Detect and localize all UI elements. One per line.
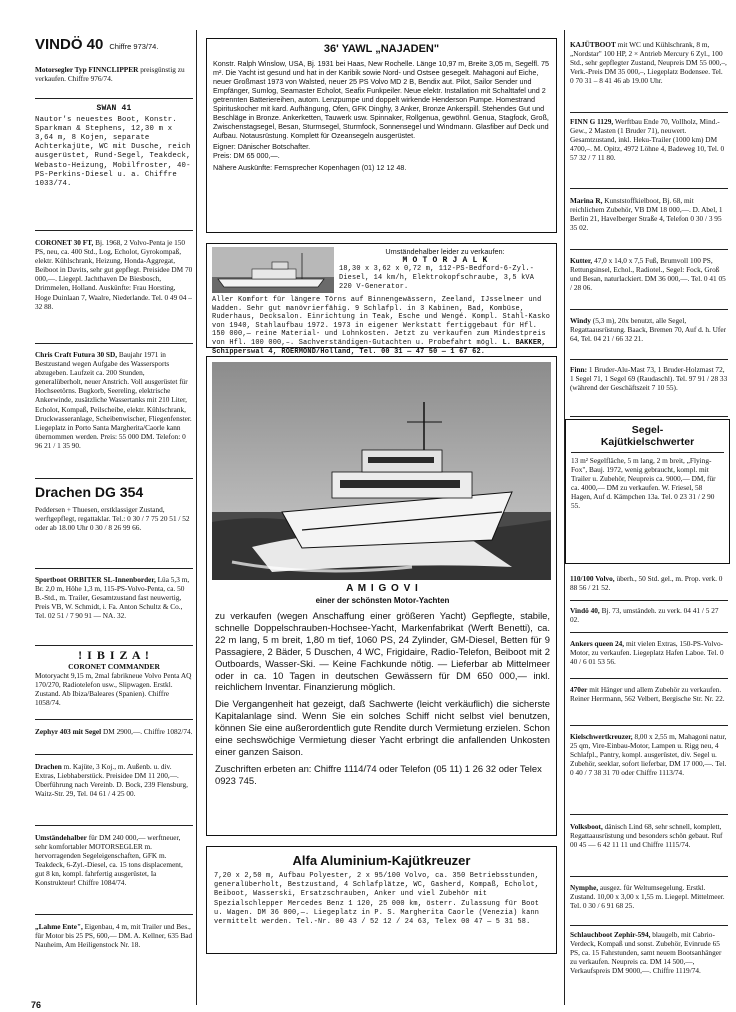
- divider: [35, 719, 193, 720]
- divider: [35, 825, 193, 826]
- ad-title: M O T O R J A L K: [402, 256, 488, 266]
- ad-body-2: Die Vergangenheit hat gezeigt, daß Sachwerte (leicht verkäuflich) die sicherste Kapitalanlage sind. Wenn Sie ein solches Schiff nicht selbst viel benutzen, können Sie eine außerordentlich gute Rendite durch Vermietung erzielen. Schon eine sechswöchige Vermietung dieser Yacht erbringt die anfallenden Unkosten einer ganzen Saison.: [215, 698, 550, 757]
- divider: [570, 925, 728, 926]
- divider: [570, 725, 728, 726]
- ad-body: Lüa 5,3 m, Br. 2,0 m, Höhe 1,3 m, 115-PS-Volvo-Penta, ca. 50 B.-Std., m. Trailer, Gesamtzustand fast neuwertig, Preis VB, W. Schmidt, i. Fa. Anton Schultz & Co., Tel. 02 51 / 7 90 91 — NA. 32.: [35, 575, 190, 621]
- ad-finn: [570, 365, 728, 413]
- divider: [570, 876, 728, 877]
- ad-alfa: [206, 846, 557, 954]
- ad-body: blaugelb, mit Cabrio-Verdeck, Kompaß und sonst. Zubehör, Evinrude 65 PS, ca. 15 Fahrstunden, samt neuem Bootsanhänger zu verkaufen. Neupreis ca. DM 14 500,—, Verkaufspreis DM 9000,—. Chiffre 1119/74.: [570, 930, 722, 976]
- ad-price: Preis: DM 65 000,—.: [213, 151, 280, 160]
- ad-body: Aller Komfort für längere Törns auf Binnengewässern, Zeeland, IJsselmeer und Wadden. Sehr gut manövrierfähig. 9 Schlafpl. in 3 Kabinen, Bad, Kombüse, Ruderhaus, Decksalon. Einrichtung in Teak, Esche und Wengé. Kompl. Stahl-Kasko von 1940, Stahlaufbau 1972. 1973 in eigener Werkstatt fertiggebaut für Hfl. 150 000,— reine Material- und Lohnkosten. Jetzt zu verkaufen zum Mindestpreis von Hfl. 100 000,–. Sachverständigen-Gutachten u. Probefahrt mögl. L. BAKKER, Schipperswal 4, ROERMOND/Holland, Tel. 00 31 — 47 50 — 1 67 62.: [212, 296, 551, 356]
- divider: [35, 754, 193, 755]
- ad-body: Kunststoffkielboot, Bj. 68, mit reichlichem Zubehör, VB DM 18 000,—. D. Abel, 1 Berlin 21, Havelberger Straße 4, Telefon 0 30 / 3 95 35 02.: [570, 196, 723, 233]
- ad-body: 47,0 x 14,0 x 7,5 Fuß, Brumvoll 100 PS, Rettungsinsel, Echol., Radiotel., Segel: Fock, Groß und Besan, naturlackiert. DM 36 000,—. Tel. 0 41 05 / 28 06.: [570, 256, 726, 293]
- ad-contact: Zuschriften erbeten an: Chiffre 1114/74 oder Telefon (05 11) 1 26 32 oder Telex 0923 745.: [215, 762, 542, 786]
- divider: [570, 416, 728, 417]
- ad-body: Nautor's neuestes Boot, Konstr. Sparkman & Stephens, 12,30 m x 3,64 m, 8 Kojen, separate Achterkajüte, WC mit Dusche, reich ausgerüstet, Rund-Segel, Teakdeck, Webasto-Heizung, Mobilfroster, 40-PS-Perkins-Diesel u. a. Chiffre 1033/74.: [35, 116, 191, 188]
- ad-body: Bj. 73, umständeh. zu verk. 04 41 / 5 27 02.: [570, 606, 719, 625]
- ad-lead: Ankers queen 24,: [570, 639, 625, 648]
- ad-najaden: [206, 38, 557, 233]
- divider: [570, 359, 728, 360]
- ad-windy: [570, 316, 728, 356]
- divider: [570, 112, 728, 113]
- ad-lead: Vindö 40,: [570, 606, 600, 615]
- ad-body: Bj. 1968, 2 Volvo-Penta je 150 PS, neu, ca. 400 Std., Log, Echolot, Gyrokompaß, elektr. Kühlschrank, Heizung, Honda-Aggregat, Beiboot in Davits, sehr gut gepflegt. Preisidee DM 70 000,—. Liegepl. Jachthaven De Biesbosch, Drimmelen, Holland. Auskünfte: Frau Horsting, Hoge Duinlaan 7, Waalre, Niederlande. Tel. 0 49 04 – 32 88.: [35, 238, 193, 311]
- ad-swan41: [35, 104, 193, 226]
- ad-body: dänisch Lind 68, sehr schnell, komplett, Regattaausrüstung und besonders schön gebaut. Ruf 00 45 — 6 42 11 11 und Chiffre 1115/74.: [570, 822, 723, 850]
- ad-body: 7,20 x 2,50 m, Aufbau Polyester, 2 x 95/100 Volvo, ca. 350 Betriebsstunden, generalüberholt, Bestzustand, 4 Schlafplätze, WC, Gasherd, Kompaß, Echolot, Beiboot, Wasserski, Ersatzschrauben, Anker und viel Zubehör mit Spezialschlepper Mercedes Benz 1 120, 25 000 km, österr. Zulassung für Boot u. Wagen. DM 36 000,—. Liegeplatz in P. S. Margherita Caorle (Venezia) kann vermittelt werden. Tel.-Nr. 00 43 / 52 12 / 24 63, Telex 00 47 — 5 31 58.: [214, 872, 540, 927]
- ad-470er: [570, 685, 728, 721]
- ad-lead: Schlauchboot Zephir-594,: [570, 930, 651, 939]
- ad-body: 8,00 x 2,55 m, Mahagoni natur, 25 qm, Vire-Einbau-Motor, Lampen u. Rigg neu, 4 Schlafpl., Pantry, kompl. ausgerüstet, div. Segel u. Zubehör, seeklar, sofort lieferbar, DM 17 000,—. Tel. 0 40 / 7 38 31 70 oder Chiffre 1113/74.: [570, 732, 727, 778]
- ad-vindo40: [570, 606, 728, 628]
- divider: [570, 678, 728, 679]
- ad-body: Motoryacht 9,15 m, 2mal fabrikneue Volvo Penta AQ 170/270, Radiotelefon usw., Slipwagen. Erstkl. Zustand. Ab Ibiza/Baleares (Spanien). Chiffre 1058/74.: [35, 671, 192, 708]
- ad-title: 36' YAWL „NAJADEN": [323, 43, 440, 55]
- ad-lead: Chris Craft Futura 30 SD,: [35, 350, 118, 359]
- ad-body: Peddersen + Thuesen, erstklassiger Zustand, werftgepflegt, regattaklar. Tel.: 0 30 / 7 75 20 51 / 52 oder ab 18.00 Uhr 0 30 / 8 26 99 66.: [35, 505, 190, 533]
- ad-lead: Umständehalber: [35, 833, 87, 842]
- divider: [570, 814, 728, 815]
- divider: [35, 914, 193, 915]
- ad-orbiter: [35, 575, 193, 641]
- ad-body: Konstr. Ralph Winslow, USA, Bj. 1931 bei Haas, New Rochelle. Länge 10,97 m, Breite 3,05 m, Segelfl. 75 m². Die Yacht ist gesund und hat in der Karibik sowie Nord- und Ostsee gesegelt. Mahagoni auf Eiche, neuer Großmast 1973 von Walsted, neuer 25 PS Volvo MD 2 B, Bendix aut. Pilot, Sailor Sender und Empfänger, Sumlog, Seamaster Echolot, Seafix Funkpeiler. Neue elektr. Installation mit Schalttafel und 2 getrennten Batteriereihen, autom. Lenzpumpe und doppelt wirkende Henderson Pumpe. Homestrand Spirituskocher mit kard. Aufhängung, Ofen, GFK Dinghy, 3 Anker, Bronze Ankerspill. Stehendes Gut und Beschläge in Bronze. Ankerketten, Tauwerk usw. Spinnaker, Rollgenua, gewöhnl. Genua, Stagfock, Groß, Zwischenstagsegel, Besan, Sturmsegel, Sturmfock, Sonnensegel und Windmann. Glasfiber auf Deck und Aufbau. Notausrüstung. Komplett für Ozeansegeln ausgerüstet.: [213, 59, 549, 140]
- divider: [35, 98, 193, 99]
- ad-body: m. Kajüte, 3 Koj., m. Außenb. u. div. Extras, Liebhaberstück. Preisidee DM 11 200,—. Überführung nach Vereinb. D. Bock, 239 Flensburg, Waitz-Str. 29, Tel. 04 61 / 4 25 00.: [35, 762, 188, 799]
- ad-chriscraft: [35, 350, 193, 474]
- divider: [35, 230, 193, 231]
- ad-umstaende: [35, 833, 193, 907]
- header-brand: VINDÖ 40: [35, 36, 104, 53]
- ad-drachen2: [35, 762, 193, 818]
- ad-contact: L. BAKKER, Schipperswal 4, ROERMOND/Holland, Tel. 00 31 — 47 50 — 1 67 62.: [212, 338, 546, 356]
- header-chiffre: Chiffre 973/74.: [109, 42, 159, 51]
- ad-ankers: [570, 639, 728, 675]
- divider: [570, 188, 728, 189]
- ad-zephyr403: [35, 727, 193, 747]
- ad-volksboot: [570, 822, 728, 872]
- ad-body: zu verkaufen (wegen Anschaffung einer größeren Yacht) Gepflegte, stabile, schnelle Doppelschrauben-Hochsee-Yacht, Markenfabrikat (Werft Benetti), ca. 22 m lang, 5 m breit, 1,80 m tief, 1060 PS, 24 Zylinder, GM-Diesel, Betten für 9 Passagiere, 2 Bäder, 5 Duschen, 4 WC, Frigidaire, Radio-Telefon, Beiboot mit 2 Outboards, Wasser-Ski. — Keine Fachkunde nötig. — Lieferbar ab Mittelmeer oder in ca. 10 Tagen in deutschen Gewässern für DM 650 000,— inkl. reichlichem Inventar. Finanzierung möglich.: [215, 610, 550, 693]
- ad-spec: 18,30 x 3,62 x 0,72 m, 112-PS-Bedford-6-Zyl.-Diesel, 14 km/h, Elektrokopfschraube, 3,5 kVA 220 V-Generator.: [339, 265, 535, 292]
- ad-subtitle: einer der schönsten Motor-Yachten: [315, 596, 450, 605]
- divider: [35, 568, 193, 569]
- ad-intro: Umständehalber leider zu verkaufen:: [385, 247, 505, 256]
- ad-finng: [570, 117, 728, 183]
- ad-lead: Marina R,: [570, 196, 603, 205]
- ad-lead: 110/100 Volvo,: [570, 574, 615, 583]
- motorjalk-photo: [212, 247, 334, 293]
- ad-lead: Kutter,: [570, 256, 593, 265]
- ad-segel: [565, 419, 730, 564]
- ad-body: für DM 240 000,— werftneuer, sehr komfortabler MOTORSEGLER m. hervorragenden Segeleigenschaften, GFK m. Teakdeck, 6-Zyl.-Diesel, ca. 15 tons displacement, gut 8 kn, kompl. fahrfertig ausgerüstet, Ia Konstrukteur! Chiffre 1084/74.: [35, 833, 183, 888]
- divider: [570, 600, 728, 601]
- ad-title: Drachen DG 354: [35, 484, 144, 500]
- ad-lead: Finn:: [570, 365, 588, 374]
- ad-motorjalk: [206, 243, 557, 356]
- ad-title-2: Kajütkielschwerter: [600, 436, 695, 448]
- ad-contact: Nähere Auskünfte: Fernsprecher Kopenhagen (01) 12 12 48.: [213, 163, 407, 172]
- ad-body: Baujahr 1971 in Bestzustand wegen Aufgabe des Wassersports abzugeben. Laufzeit ca. 200 Stunden, generalüberholt, neuer Anstrich. Voll ausgerüstet für Hochseetörns. Bugkorb, Seereling, elektrische Ankerwinde, zusätzliche Wassertanks mit 210 Liter, Echolot, Kompaß, Peilscheibe, elektr. Kühlschrank, Druckwasseranlage, Scheibenwischer, Fliegenfenster. Liegeplatz in Porto Santa Margherita/Caorle kann übernommen werden. Preis: 55 000 DM. Telefon: 0 96 21 / 1 35 90.: [35, 350, 192, 450]
- ad-title: Alfa Aluminium-Kajütkreuzer: [292, 853, 471, 868]
- ad-coronet30: [35, 238, 193, 338]
- divider: [35, 343, 193, 344]
- ad-body: Werftbau Ende 70, Vollholz, Mind.-Gew., 2 Masten (1 Bruder 71), neuwert. Gesamtzustand, inkl. Heku-Trailer (1000 km) DM 4700,–. M. Opitz, 4972 Löhne 4, Badeweg 10, Tel. 0 57 32 / 7 11 80.: [570, 117, 725, 163]
- divider: [35, 478, 193, 479]
- ad-lead: Sportboot ORBITER SL-Innenborder,: [35, 575, 156, 584]
- ad-body: 1 Bruder-Alu-Mast 73, 1 Bruder-Holzmast 72, 1 Segel 71, 1 Segel 69 (Raudaschl). Tel. 97 91 / 28 33 (während der Geschäftszeit 7 10 55).: [570, 365, 728, 393]
- divider: [570, 632, 728, 633]
- ad-amigo-vi: [206, 356, 557, 836]
- divider: [570, 309, 728, 310]
- ad-kielschwert: [570, 732, 728, 810]
- page-number: 76: [31, 1000, 42, 1010]
- ad-title: ! I B I Z A !: [78, 648, 150, 662]
- ad-lead: Nymphe,: [570, 883, 599, 892]
- ad-lead: Windy: [570, 316, 591, 325]
- divider: [35, 645, 193, 646]
- ad-lead: „Lahme Ente",: [35, 922, 83, 931]
- yacht-photo: [212, 362, 551, 580]
- ad-schlauchboot: [570, 930, 728, 1002]
- ad-body: preisgünstig zu verkaufen. Chiffre 976/74.: [35, 65, 185, 84]
- ad-body: 13 m² Segelfläche, 5 m lang, 2 m breit, „Flying-Fox", Bauj. 1972, wenig gebraucht, kompl. mit Trailer u. Zubehör, Neupreis ca. 9000,— DM, für ca. 4000,— DM zu verkaufen. W. Friesel, 58 Hagen, Auf d. Kämpchen 13a. Tel. 0 23 31 / 2 90 55.: [571, 456, 716, 511]
- ad-lead: Zephyr 403 mit Segel: [35, 727, 102, 736]
- ad-body: (5,3 m), 20x benutzt, alle Segel, Regattaausrüstung. Baack, Bremen 70, Auf d. h. Ufer 64, Tel. 04 21 / 66 32 21.: [570, 316, 727, 344]
- ad-nymphe: [570, 883, 728, 923]
- ad-body: überh., 50 Std. gel., m. Prop. verk. 0 88 56 / 21 52.: [570, 574, 723, 593]
- ad-lead: Kielschwertkreuzer,: [570, 732, 633, 741]
- ad-body: ausgez. für Weltumsegelung. Erstkl. Zustand. 10,00 x 3,00 x 1,55 m. Liegepl. Mittelmeer. Tel. 0 30 / 6 91 68 25.: [570, 883, 725, 911]
- ad-body: DM 2900,—. Chiffre 1082/74.: [102, 727, 193, 736]
- ad-lead: CORONET 30 FT,: [35, 238, 94, 247]
- ad-volvo: [570, 574, 728, 596]
- ad-marina: [570, 196, 728, 246]
- ad-lead: Volksboot,: [570, 822, 603, 831]
- page-header: [35, 36, 158, 53]
- ad-finnclipper: [35, 65, 193, 83]
- ad-lead: Drachen: [35, 762, 62, 771]
- ad-body: mit vielen Extras, 150-PS-Volvo-Motor, zu verkaufen. Liegeplatz Hafen Laboe. Tel. 0 40 / 6 01 53 56.: [570, 639, 724, 667]
- ad-lead: FINN G 1129,: [570, 117, 614, 126]
- ad-body: mit Hänger und allem Zubehör zu verkaufen. Reiner Herrmann, 562 Velbert, Bergische Str. Nr. 22.: [570, 685, 725, 704]
- ad-kutter: [570, 256, 728, 306]
- ad-ibiza: [35, 649, 193, 707]
- divider: [571, 452, 724, 453]
- ad-title: Segel-: [631, 424, 664, 436]
- ad-kajuetboot: [570, 40, 728, 108]
- ad-lahmeente: [35, 922, 193, 970]
- ad-title: A M I G O V I: [346, 583, 419, 594]
- ad-drachen: [35, 484, 193, 560]
- divider: [570, 249, 728, 250]
- ad-title: SWAN 41: [96, 104, 132, 113]
- ad-body: Eigenbau, 4 m, mit Trailer und Bes., für Motor bis 25 PS, 600,— DM. A. Kellner, 635 Bad Nauheim, Am Heiligenstock Nr. 18.: [35, 922, 193, 950]
- ad-lead: 470er: [570, 685, 588, 694]
- ad-lead: KAJÜTBOOT: [570, 40, 616, 49]
- ad-subtitle: CORONET COMMANDER: [68, 662, 160, 671]
- column-rule-left: [196, 30, 197, 1005]
- ad-owner: Eigner: Dänischer Botschafter.: [213, 142, 311, 151]
- ad-body: mit WC und Kühlschrank, 8 m, „Nordstar" 100 HP, 2 × Antrieb Mercury 6 Zyl., 100 Std., sehr gepflegter Zustand, Neupreis DM 55 000,–, Verk.-Preis DM 35 000,–, Liegeplatz Bodensee. Tel. 0 70 31 – 8 41 46 ab 19.00 Uhr.: [570, 40, 727, 86]
- ad-lead: Motorsegler Typ FINNCLIPPER: [35, 65, 139, 74]
